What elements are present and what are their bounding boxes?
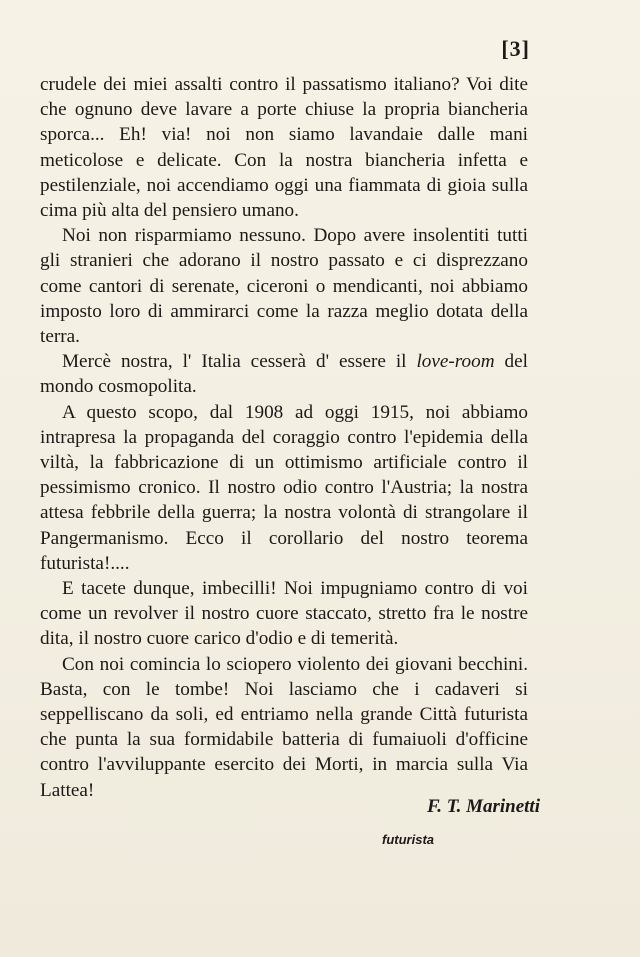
body-text <box>40 72 528 803</box>
paragraph-3-text-after: del mondo cosmopolita. <box>40 351 528 398</box>
paragraph-1: crudele dei miei assalti contro il passatismo italiano? Voi dite che ognuno deve lavare a porte chiuse la propria biancheria sporca... Eh! via! noi non siamo lavandaie dalle mani meticolose e delicate. Con la nostra biancheria infetta e pestilenziale, noi accendiamo oggi una fiammata di gioia sulla cima più alta del pensiero umano. <box>40 74 528 222</box>
paragraph-2: Noi non risparmiamo nessuno. Dopo avere insolentiti tutti gli stranieri che adorano il nostro passato e ci disprezzano come cantori di serenate, ciceroni o mendicanti, noi abbiamo imposto loro di ammirarci come la razza meglio dotata della terra. <box>40 225 528 348</box>
paragraph-3-italic-term: love-room <box>416 351 495 373</box>
paragraph-4: A questo scopo, dal 1908 ad oggi 1915, noi abbiamo intrapresa la propaganda del coraggio contro l'epidemia della viltà, la fabbricazione di un ottimismo artificiale contro il pessimismo cronico. Il nostro odio contro l'Austria; la nostra attesa febbrile della guerra; la nostra volontà di strangolare il Pangermanismo. Ecco il corollario del nostro teorema futurista!.... <box>40 401 528 574</box>
signature-title: futurista <box>382 832 434 847</box>
page-number: [3] <box>501 36 530 61</box>
signature-name: F. T. Marinetti <box>427 796 540 817</box>
paragraph-5: E tacete dunque, imbecilli! Noi impugniamo contro di voi come un revolver il nostro cuore staccato, stretto fra le nostre dita, il nostro cuore carico d'odio e di temerità. <box>40 578 528 650</box>
paragraph-3-text-before: Mercè nostra, l' Italia cesserà d' essere il <box>62 351 417 373</box>
paragraph-6: Con noi comincia lo sciopero violento dei giovani becchini. Basta, con le tombe! Noi lasciamo che i cadaveri si seppelliscano da soli, ed entriamo nella grande Città futurista che punta la sua formidabile batteria di fumaiuoli d'officine contro l'avviluppante esercito dei Morti, in marcia sulla Via Lattea! <box>40 653 528 801</box>
paragraph-3 <box>40 349 528 399</box>
